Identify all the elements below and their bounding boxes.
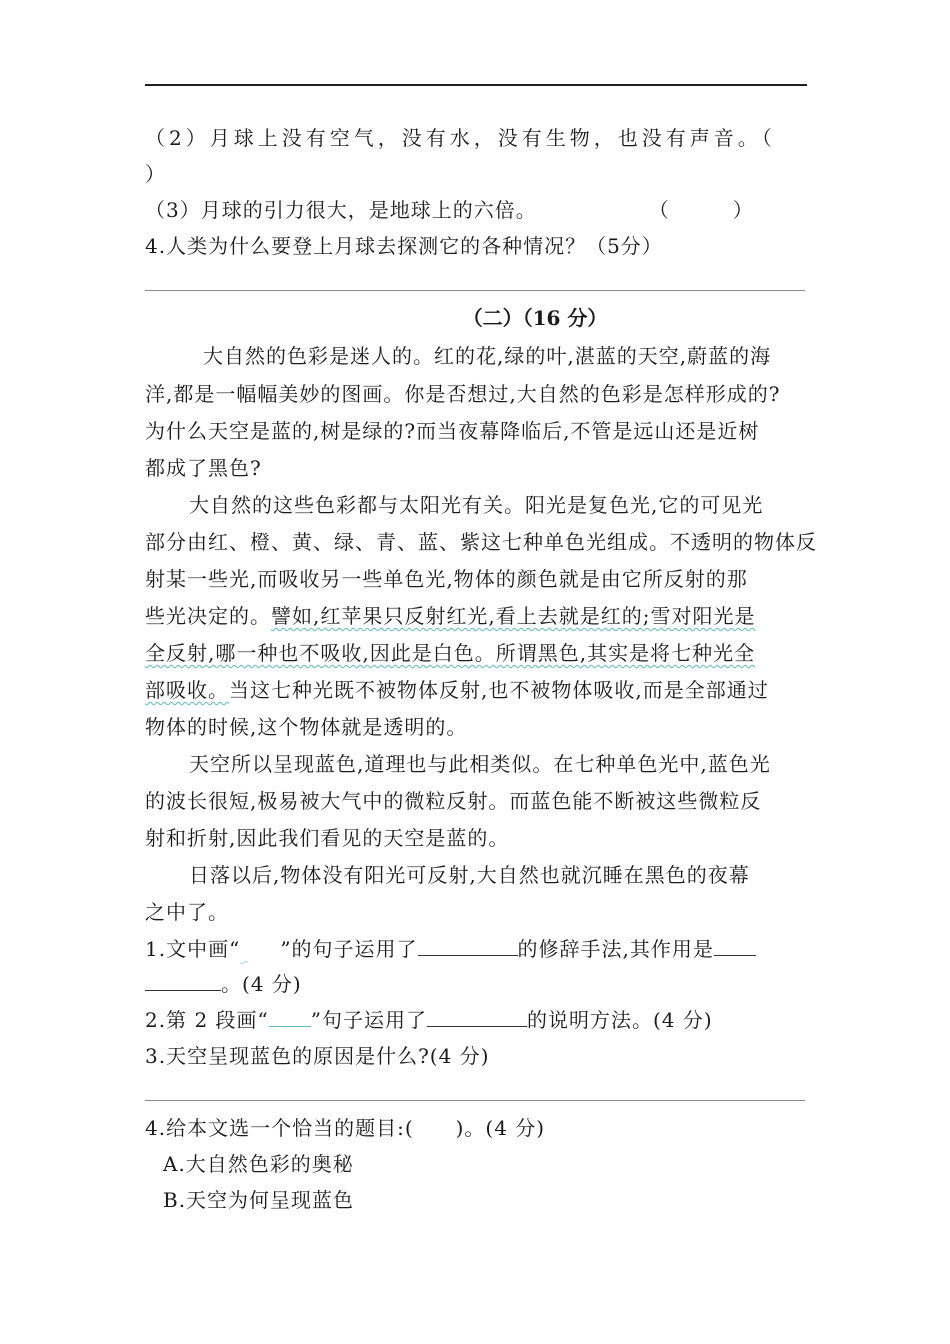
q1-blank-2[interactable] (714, 935, 756, 956)
question-1 (145, 935, 810, 963)
p2-line: 大自然的这些色彩都与太阳光有关。阳光是复色光,它的可见光 (189, 493, 764, 517)
question-4: 4.给本文选一个恰当的题目:( )。(4 分) (145, 1116, 546, 1140)
p4-line: 日落以后,物体没有阳光可反射,大自然也就沉睡在黑色的夜幕 (189, 863, 750, 887)
q1-text: 的修辞手法,其作用是 (517, 937, 714, 961)
p2-line (145, 602, 810, 630)
p4-line: 之中了。 (145, 900, 229, 924)
p3-line: 天空所以呈现蓝色,道理也与此相类似。在七种单色光中,蓝色光 (189, 752, 771, 776)
option-a[interactable]: A.大自然色彩的奥秘 (163, 1152, 354, 1176)
q1-text: ”的句子运用了 (280, 937, 418, 961)
prev-q3 (145, 196, 810, 224)
straight-mark-sample (269, 1006, 311, 1027)
q1-text: 。(4 分) (221, 972, 302, 996)
q2-text: ”句子运用了 (310, 1008, 427, 1032)
q2-blank[interactable] (427, 1006, 527, 1027)
answer-line[interactable] (145, 1100, 805, 1101)
answer-line[interactable] (145, 290, 805, 291)
wavy-mark-sample (240, 935, 280, 963)
question-3: 3.天空呈现蓝色的原因是什么?(4 分) (145, 1044, 490, 1068)
p2-line: 物体的时候,这个物体就是透明的。 (145, 715, 468, 739)
section-title: （二）（16 分） (462, 306, 608, 330)
p3-line: 射和折射,因此我们看见的天空是蓝的。 (145, 826, 510, 850)
p2-text: 当这七种光既不被物体反射,也不被物体吸收,而是全部通过 (229, 678, 769, 702)
p2-line (145, 676, 810, 704)
marked-sentence: 全反射,哪一种也不吸收,因此是白色。所谓黑色,其实是将七种光全 (145, 641, 756, 665)
question-2 (145, 1006, 810, 1034)
prev-q3-answer-paren[interactable]: （ ） (648, 198, 754, 222)
q1-text: 1.文中画“ (145, 937, 241, 961)
p1-line: 都成了黑色? (145, 456, 262, 480)
top-divider (145, 84, 807, 86)
q2-text: 2.第 2 段画“ (145, 1008, 269, 1032)
p2-line: 射某一些光,而吸收另一些单色光,物体的颜色就是由它所反射的那 (145, 567, 748, 591)
question-1-cont (145, 970, 810, 998)
p1-line: 大自然的色彩是迷人的。红的花,绿的叶,湛蓝的天空,蔚蓝的海 (203, 344, 772, 368)
prev-q2-line2: ） (145, 162, 166, 186)
p2-text: 些光决定的。 (145, 604, 271, 628)
prev-q3-text: （3）月球的引力很大，是地球上的六倍。 (145, 198, 537, 222)
q2-text: 的说明方法。(4 分) (526, 1008, 713, 1032)
p3-line: 的波长很短,极易被大气中的微粒反射。而蓝色能不断被这些微粒反 (145, 789, 762, 813)
q1-blank-2-cont[interactable] (145, 970, 221, 991)
q1-blank-1[interactable] (418, 935, 518, 956)
p2-line (145, 639, 810, 667)
marked-sentence: 部吸收。 (145, 678, 229, 702)
p1-line: 洋,都是一幅幅美妙的图画。你是否想过,大自然的色彩是怎样形成的? (145, 382, 781, 406)
prev-q4: 4.人类为什么要登上月球去探测它的各种情况？（5分） (145, 234, 663, 258)
option-b[interactable]: B.天空为何呈现蓝色 (163, 1188, 355, 1212)
p1-line: 为什么天空是蓝的,树是绿的?而当夜幕降临后,不管是远山还是近树 (145, 419, 760, 443)
prev-q2-line1: （2）月球上没有空气，没有水，没有生物，也没有声音。（ (145, 126, 776, 150)
p2-line: 部分由红、橙、黄、绿、青、蓝、紫这七种单色光组成。不透明的物体反 (145, 530, 817, 554)
marked-sentence: 譬如,红苹果只反射红光,看上去就是红的;雪对阳光是 (271, 604, 756, 628)
